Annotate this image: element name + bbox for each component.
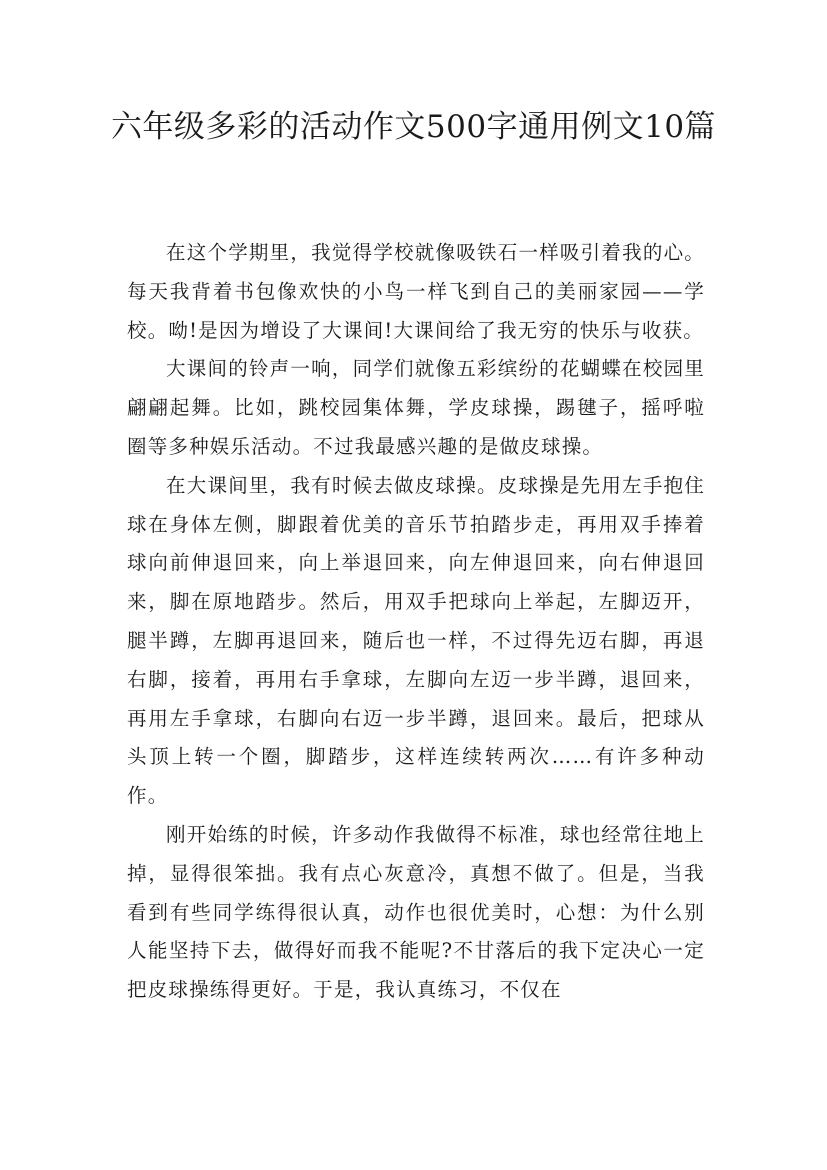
document-title: 六年级多彩的活动作文500字通用例文10篇: [110, 109, 717, 145]
paragraph: 刚开始练的时候，许多动作我做得不标准，球也经常往地上掉，显得很笨拙。我有点心灰意冷，真想不做了。但是，当我看到有些同学练得很认真，动作也很优美时，心想：为什么别人能坚持下去，做得好而我不能呢?不甘落后的我下定决心一定把皮球操练得更好。于是，我认真练习，不仅在: [127, 822, 705, 1002]
document-body: [127, 234, 705, 1010]
paragraph: 在这个学期里，我觉得学校就像吸铁石一样吸引着我的心。每天我背着书包像欢快的小鸟一样飞到自己的美丽家园——学校。呦!是因为增设了大课间!大课间给了我无穷的快乐与收获。: [127, 241, 705, 342]
paragraph: 大课间的铃声一响，同学们就像五彩缤纷的花蝴蝶在校园里翩翩起舞。比如，跳校园集体舞，学皮球操，踢毽子，摇呼啦圈等多种娱乐活动。不过我最感兴趣的是做皮球操。: [127, 357, 705, 458]
paragraph: 在大课间里，我有时候去做皮球操。皮球操是先用左手抱住球在身体左侧，脚跟着优美的音乐节拍踏步走，再用双手捧着球向前伸退回来，向上举退回来，向左伸退回来，向右伸退回来，脚在原地踏步。然后，用双手把球向上举起，左脚迈开，腿半蹲，左脚再退回来，随后也一样，不过得先迈右脚，再退右脚，接着，再用右手拿球，左脚向左迈一步半蹲，退回来，再用左手拿球，右脚向右迈一步半蹲，退回来。最后，把球从头顶上转一个圈，脚踏步，这样连续转两次……有许多种动作。: [127, 473, 705, 808]
